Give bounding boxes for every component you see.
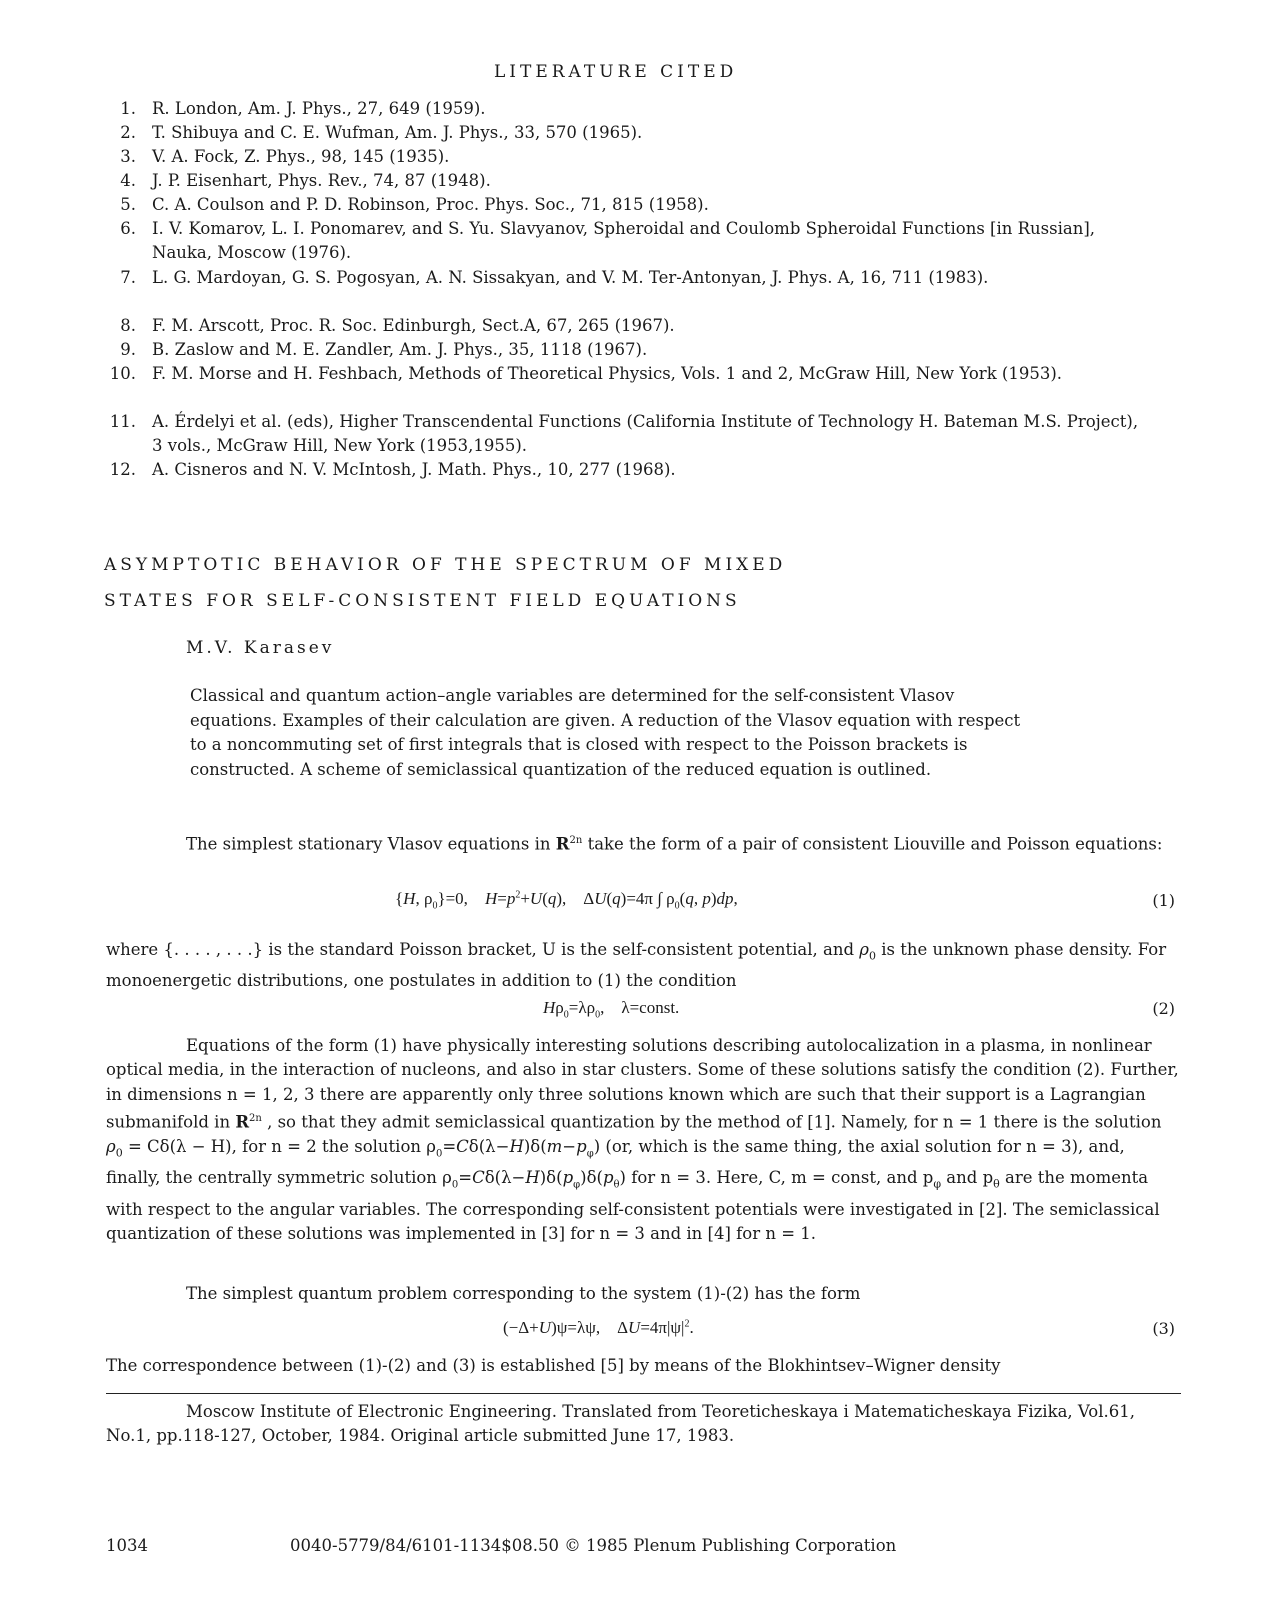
reference-number: 3. [120,147,136,166]
paragraph-4: The simplest quantum problem corresponding to the system (1)-(2) has the form [186,1284,861,1303]
footnote-rule [106,1393,1181,1394]
equation-1: {H, $\rho_0\}=0$, $H=p^2+U(q)$, ΔU(q)=4π ∫ $\rho_0(q$, p)dp, [395,889,738,912]
author: M.V. Karasev [186,638,335,658]
paragraph-5: The correspondence between (1)-(2) and (3) is established [5] by means of the Blokhintsev–Wigner density [106,1356,1001,1375]
reference-text: F. M. Morse and H. Feshbach, Methods of Theoretical Physics, Vols. 1 and 2, McGraw Hill, New York (1953). [152,364,1063,383]
equation-2: $H\rho_0=\lambda\rho_0$, λ=const. [543,998,680,1021]
reference-text: F. M. Arscott, Proc. R. Soc. Edinburgh, Sect.A, 67, 265 (1967). [152,316,675,335]
reference-number: 6. [120,219,136,238]
reference-text: J. P. Eisenhart, Phys. Rev., 74, 87 (1948). [152,171,491,190]
reference-text: R. London, Am. J. Phys., 27, 649 (1959). [152,99,486,118]
reference-number: 11. [109,412,136,431]
equation-2-number: (2) [1152,999,1175,1018]
article-title-line-2: STATES FOR SELF-CONSISTENT FIELD EQUATIONS [104,591,741,611]
equation-3: (−Δ+U)ψ=λψ, $\Delta U=4\pi|\psi|^2$. [503,1318,694,1337]
page-number: 1034 [106,1536,148,1555]
reference-number: 8. [120,316,136,335]
reference-number: 2. [120,123,136,142]
reference-number: 10. [109,364,136,383]
paragraph-2: where {. . . . , . . .} is the standard Poisson bracket, U is the self-consistent potential, and $\rho_0$ is the unknown phase density. For monoenergetic distributions, one postulates in addition to (1) the condition [106,940,1167,990]
reference-number: 7. [120,268,136,287]
abstract: Classical and quantum action–angle variables are determined for the self-consistent Vlasov equations. Examples of their calculation are given. A reduction of the Vlasov equation with respect to a noncommuting set of first integrals that is closed with respect to the Poisson brackets is constructed. A scheme of semiclassical quantization of the reduced equation is outlined. [190,686,1021,779]
reference-text: V. A. Fock, Z. Phys., 98, 145 (1935). [152,147,450,166]
reference-text: T. Shibuya and C. E. Wufman, Am. J. Phys., 33, 570 (1965). [152,123,643,142]
reference-number: 4. [120,171,136,190]
paragraph-1: The simplest stationary Vlasov equations in $R^{2n}$ take the form of a pair of consistent Liouville and Poisson equations: [186,834,1163,854]
footnote: Moscow Institute of Electronic Engineering. Translated from Teoreticheskaya i Matematicheskaya Fizika, Vol.61, No.1, pp.118-127, October, 1984. Original article submitted June 17, 1983. [106,1402,1135,1445]
equation-3-number: (3) [1152,1319,1175,1338]
paragraph-3: Equations of the form (1) have physically interesting solutions describing autolocalization in a plasma, in nonlinear optical media, in the interaction of nucleons, and also in star clusters. Some of these solutions satisfy the condition (2). Further, in dimensions n = 1, 2, 3 there are apparently only three solutions known which are such that their support is a Lagrangian submanifold in $R^{2n}$ , so that they admit semiclassical quantization by the method of [1]. Namely, for n = 1 there is the solution $\rho_0 = C\delta(\lambda - H)$, for n = 2 the solution $\rho_0=C\delta(\lambda-H)\delta(m-p_\varphi)$ (or, which is the same thing, the axial solution for n = 3), and, finally, the centrally symmetric solution $\rho_0=C\delta(\lambda-H)\delta(p_\varphi)\delta(p_\theta)$ for n = 3. Here, C, m = const, and $p_\varphi$ and $p_\theta$ are the momenta with respect to the angular variables. The corresponding self-consistent potentials were investigated in [2]. The semiclassical quantization of these solutions was implemented in [3] for n = 3 and in [4] for n = 1. [106,1036,1179,1244]
equation-1-number: (1) [1152,891,1175,910]
copyright-line: 0040-5779/84/6101-1134$08.50 © 1985 Plenum Publishing Corporation [290,1536,897,1555]
reference-text: C. A. Coulson and P. D. Robinson, Proc. Phys. Soc., 71, 815 (1958). [152,195,709,214]
reference-text: A. Érdelyi et al. (eds), Higher Transcendental Functions (California Institute of Technology H. Bateman M.S. Project), 3 vols., McGraw Hill, New York (1953,1955). [152,412,1139,455]
literature-heading: LITERATURE CITED [494,62,738,82]
reference-text: L. G. Mardoyan, G. S. Pogosyan, A. N. Sissakyan, and V. M. Ter-Antonyan, J. Phys. A, 16, 711 (1983). [152,268,989,287]
reference-number: 5. [120,195,136,214]
reference-text: I. V. Komarov, L. I. Ponomarev, and S. Yu. Slavyanov, Spheroidal and Coulomb Spheroidal Functions [in Russian], Nauka, Moscow (1976). [152,219,1096,262]
article-title-line-1: ASYMPTOTIC BEHAVIOR OF THE SPECTRUM OF MIXED [104,555,787,575]
reference-number: 12. [109,460,136,479]
reference-text: B. Zaslow and M. E. Zandler, Am. J. Phys., 35, 1118 (1967). [152,340,648,359]
reference-text: A. Cisneros and N. V. McIntosh, J. Math. Phys., 10, 277 (1968). [152,460,676,479]
reference-number: 1. [120,99,136,118]
reference-number: 9. [120,340,136,359]
